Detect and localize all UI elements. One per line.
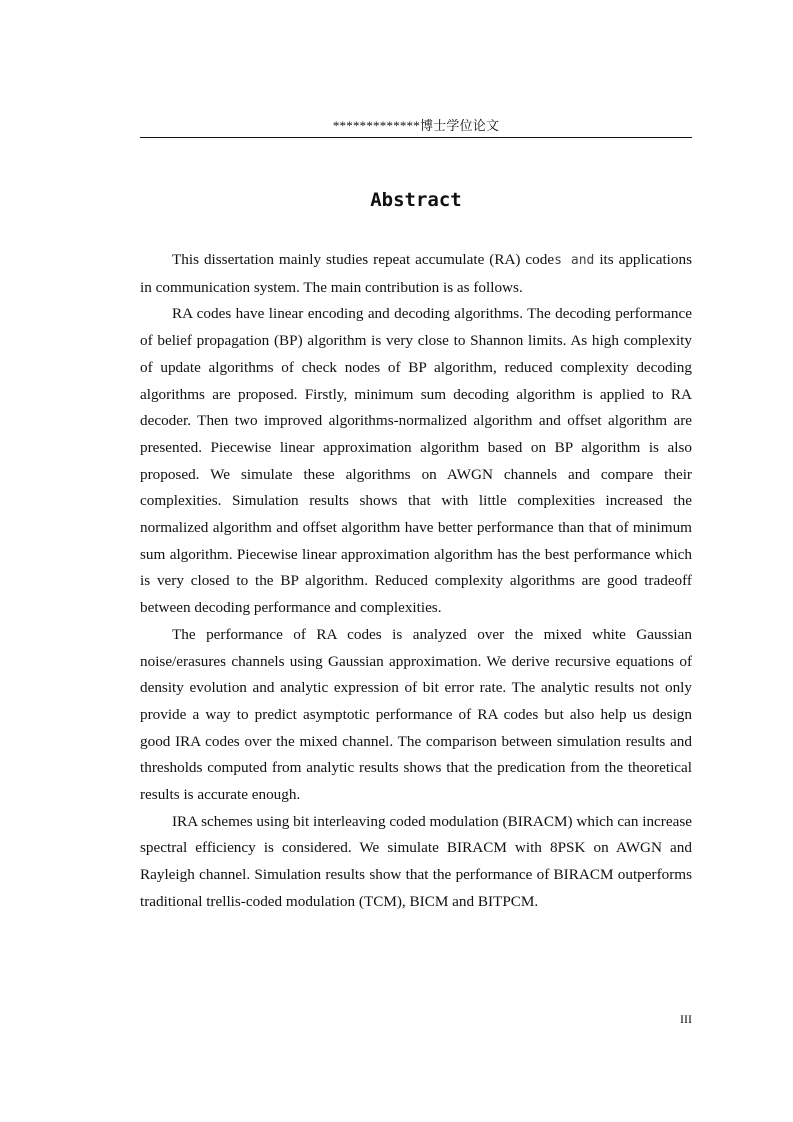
abstract-paragraph-1 [140,247,692,301]
paragraph-1-text-end: its applications in communication system. The main contribution is as follows. [140,251,692,296]
paragraph-1-mono-fragment: s and [554,253,595,268]
abstract-paragraph-3: The performance of RA codes is analyzed over the mixed white Gaussian noise/erasures channels using Gaussian approximation. We derive recursive equations of density evolution and analytic expression of bit error rate. The analytic results not only provide a way to predict asymptotic performance of RA codes but also help us design good IRA codes over the mixed channel. The comparison between simulation results and thresholds computed from analytic results shows that the predication from the theoretical results is accurate enough. [140,625,692,804]
abstract-paragraph-4: IRA schemes using bit interleaving coded modulation (BIRACM) which can increase spectral efficiency is considered. We simulate BIRACM with 8PSK on AWGN and Rayleigh channel. Simulation results show that the performance of BIRACM outperforms traditional trellis-coded modulation (TCM), BICM and BITPCM. [140,812,692,910]
abstract-title: Abstract [370,189,462,211]
page-number: III [680,1012,692,1026]
paragraph-1-text-start: This dissertation mainly studies repeat accumulate (RA) code [172,251,555,268]
abstract-paragraph-2: RA codes have linear encoding and decoding algorithms. The decoding performance of belief propagation (BP) algorithm is very close to Shannon limits. As high complexity of update algorithms of check nodes of BP algorithm, reduced complexity decoding algorithms are proposed. Firstly, minimum sum decoding algorithm is applied to RA decoder. Then two improved algorithms-normalized algorithm and offset algorithm are presented. Piecewise linear approximation algorithm based on BP algorithm is also proposed. We simulate these algorithms on AWGN channels and compare their complexities. Simulation results shows that with little complexities increased the normalized algorithm and offset algorithm have better performance than that of minimum sum algorithm. Piecewise linear approximation algorithm has the best performance which is very closed to the BP algorithm. Reduced complexity algorithms are good tradeoff between decoding performance and complexities. [140,305,692,617]
header-rule [140,137,692,138]
running-header: *************博士学位论文 [332,118,500,133]
abstract-body [140,247,692,916]
